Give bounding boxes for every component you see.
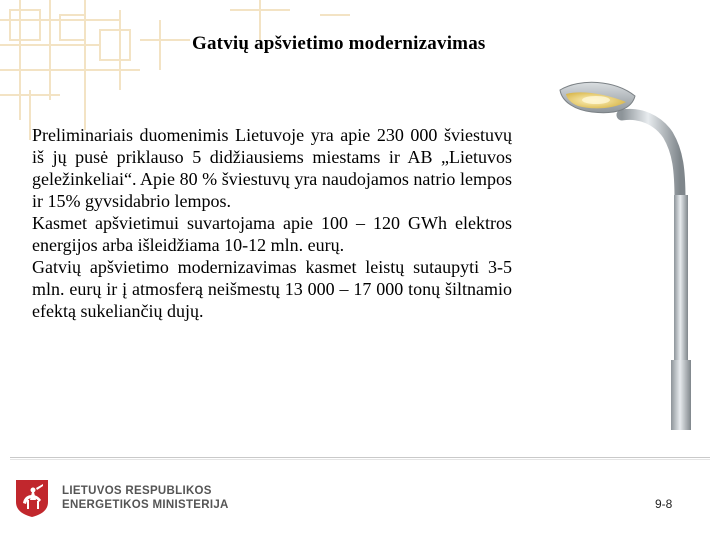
slide-body bbox=[32, 124, 512, 322]
slide-title: Gatvių apšvietimo modernizavimas bbox=[192, 33, 486, 54]
ministry-name-line2: ENERGETIKOS MINISTERIJA bbox=[62, 499, 229, 511]
body-paragraph: Preliminariais duomenimis Lietuvoje yra apie 230 000 šviestuvų iš jų pusė priklauso 5 didžiausiems miestams ir AB „Lietuvos geležinkeliai“. Apie 80 % šviestuvų yra naudojamos natrio lempos ir 15% gyvsidabrio lempos. bbox=[32, 125, 512, 211]
footer-divider bbox=[10, 457, 710, 458]
page-number: 9-8 bbox=[655, 497, 673, 511]
footer-divider bbox=[10, 459, 710, 460]
body-paragraph: Gatvių apšvietimo modernizavimas kasmet leistų sutaupyti 3-5 mln. eurų ir į atmosferą neišmestų 13 000 – 17 000 tonų šiltnamio efektą sukeliančių dujų. bbox=[32, 257, 512, 321]
ministry-name bbox=[62, 484, 229, 512]
street-lamp-image bbox=[540, 60, 710, 440]
body-paragraph: Kasmet apšvietimui suvartojama apie 100 – 120 GWh elektros energijos arba išleidžiama 10-12 mln. eurų. bbox=[32, 213, 512, 255]
vytis-coat-of-arms-icon bbox=[14, 478, 50, 518]
ministry-name-line1: LIETUVOS RESPUBLIKOS bbox=[62, 485, 212, 497]
